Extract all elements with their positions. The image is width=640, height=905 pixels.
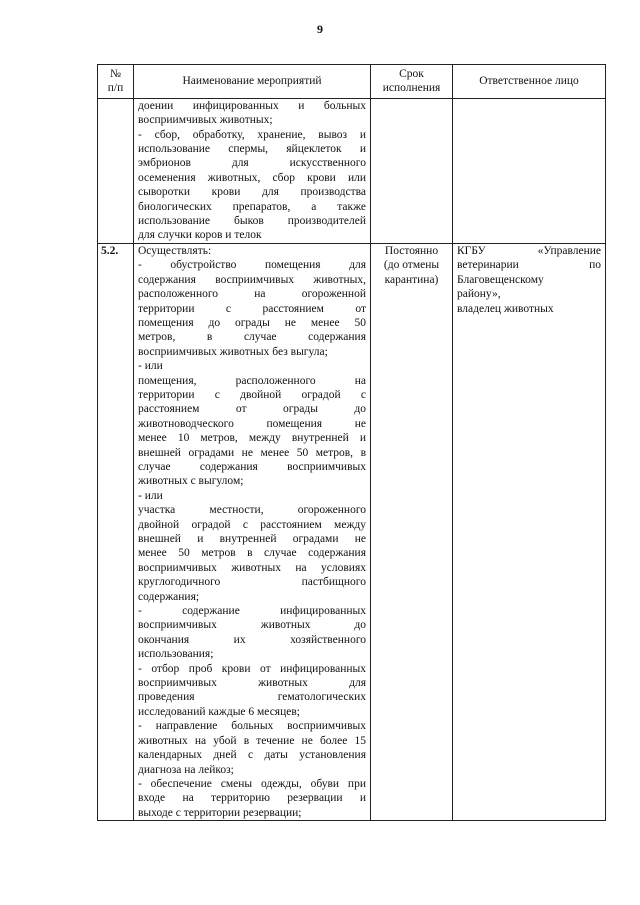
responsible-person (453, 243, 606, 820)
description-line: выходе с территории резервации; (138, 806, 302, 819)
description-line: расстоянием от ограды до (138, 403, 366, 416)
page-number: 9 (317, 22, 323, 36)
description-line: исследований каждые 6 месяцев; (138, 705, 300, 718)
description-line: участка местности, огороженного (138, 504, 366, 517)
description-line: - или (138, 489, 163, 502)
responsible-line: владелец животных (457, 302, 554, 315)
description-line: - или (138, 360, 163, 373)
measure-description (134, 243, 371, 820)
description-line: восприимчивых животных; (138, 114, 273, 127)
description-line: восприимчивых животных без выгула; (138, 345, 328, 358)
table-header-row (98, 65, 606, 99)
description-line: круглогодичного пастбищного (138, 576, 366, 589)
header-num-line2: п/п (107, 82, 124, 95)
description-line: помещения до ограды не менее 50 (138, 316, 366, 329)
description-line: восприимчивых животных до (138, 619, 366, 632)
description-line: биологических препаратов, а также (138, 200, 366, 213)
description-line: для случки коров и телок (138, 229, 262, 242)
header-term-line1: Срок (399, 68, 424, 80)
description-line: содержания; (138, 590, 200, 603)
description-line: восприимчивых животных для (138, 677, 366, 690)
description-line: - сбор, обработку, хранение, вывоз и (138, 128, 366, 141)
responsible-line: району», (457, 288, 501, 301)
description-line: восприимчивых животных на условиях (138, 561, 366, 574)
description-line: использование спермы, яйцеклеток и (138, 143, 366, 156)
responsible-line: Благовещенскому (457, 273, 544, 286)
description-line: расположенного на огороженной (138, 288, 366, 301)
description-line: проведения гематологических (138, 691, 366, 704)
description-line: окончания их хозяйственного (138, 633, 366, 646)
description-line: эмбрионов для искусственного (138, 157, 366, 170)
term-line: (до отмены (383, 259, 440, 272)
table-body (98, 98, 606, 820)
execution-term (371, 243, 453, 820)
responsible-person (453, 98, 606, 243)
header-num (98, 65, 134, 99)
term-line: карантина) (384, 273, 439, 286)
description-line: доении инфицированных и больных (138, 99, 366, 112)
header-name: Наименование мероприятий (134, 65, 371, 99)
table-row (98, 98, 606, 243)
description-line: метров, в случае содержания (138, 331, 366, 344)
description-line: внешней и внутренней оградами не (138, 533, 366, 545)
description-line: внешней оградами не менее 50 метров, в (138, 446, 366, 459)
description-line: помещения, расположенного на (138, 374, 366, 387)
description-line: - отбор проб крови от инфицированных (138, 662, 366, 675)
description-line: животных с выгулом; (138, 475, 244, 488)
description-line: - обеспечение смены одежды, обуви при (138, 777, 366, 790)
description-line: использования; (138, 648, 214, 661)
description-line: осеменения животных, сбор крови или (138, 171, 366, 184)
header-num-line1: № (110, 68, 121, 80)
description-line: использование быков производителей (138, 215, 366, 228)
measure-description (134, 98, 371, 243)
description-line: содержания восприимчивых животных, (138, 273, 366, 286)
header-term-line2: исполнения (382, 82, 441, 95)
header-responsible: Ответственное лицо (453, 65, 606, 99)
description-line: - обустройство помещения для (138, 259, 366, 272)
description-line: сыворотки крови для производства (138, 186, 366, 199)
execution-term (371, 98, 453, 243)
row-number (98, 98, 134, 243)
description-line: животноводческого помещения не (138, 417, 366, 430)
row-number: 5.2. (98, 243, 134, 820)
description-line: животных на убой в течение не более 15 (138, 734, 366, 747)
responsible-line: ветеринарии по (457, 259, 601, 272)
measures-table (97, 64, 606, 821)
description-line: календарных дней с даты установления (138, 749, 366, 762)
responsible-line: КГБУ «Управление (457, 244, 601, 257)
description-line: менее 10 метров, между внутренней и (138, 432, 366, 445)
description-line: - направление больных восприимчивых (138, 720, 366, 733)
description-line: - содержание инфицированных (138, 605, 366, 618)
description-line: двойной оградой с расстоянием между (138, 518, 366, 531)
description-line: входе на территорию резервации и (138, 792, 366, 805)
table-row (98, 243, 606, 820)
description-line: территории с двойной оградой с (138, 388, 366, 401)
term-line: Постоянно (384, 244, 439, 257)
description-line: менее 50 метров в случае содержания (138, 547, 366, 560)
description-line: случае содержания восприимчивых (138, 460, 366, 473)
description-line: диагноза на лейкоз; (138, 763, 234, 776)
description-line: Осуществлять: (138, 244, 212, 257)
description-line: территории с расстоянием от (138, 302, 366, 315)
header-term (371, 65, 453, 99)
